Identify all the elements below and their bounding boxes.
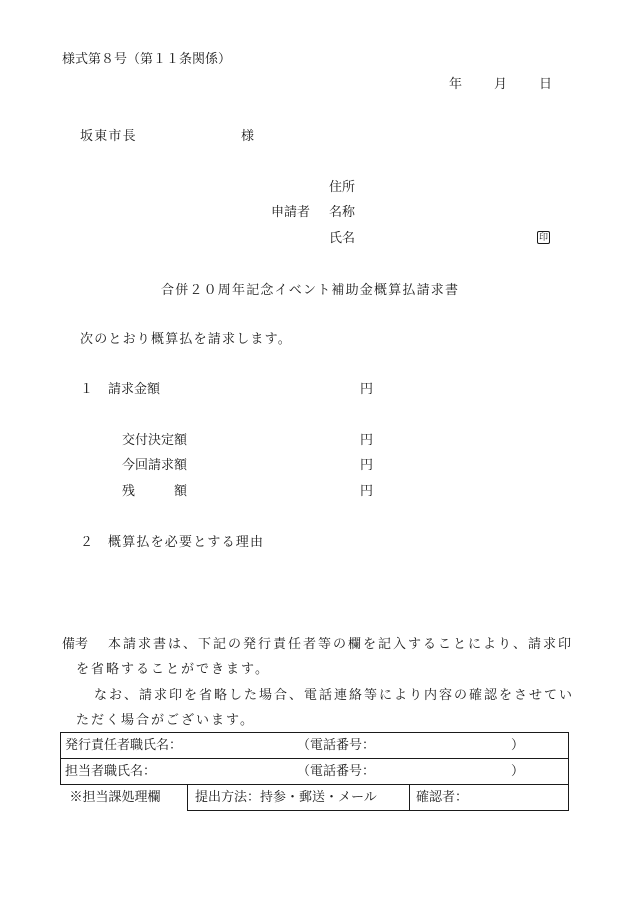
submission-method-cell xyxy=(188,785,410,811)
issuer-label: 発行責任者職氏名： xyxy=(65,737,183,753)
grant-decision-label: 交付決定額 xyxy=(122,433,188,448)
contact-cell xyxy=(61,759,569,785)
issuer-cell xyxy=(61,733,569,759)
remarks-line-3: なお、請求印を省略した場合、電話連絡等により内容の確認をさせてい xyxy=(94,688,575,703)
applicant-name-label: 名称 xyxy=(329,205,356,220)
applicant-address-label: 住所 xyxy=(329,180,356,195)
section2-label: 概算払を必要とする理由 xyxy=(108,535,265,550)
issuer-row xyxy=(61,733,569,759)
date-year-label: 年 xyxy=(449,77,463,92)
grant-decision-unit: 円 xyxy=(360,433,374,448)
section2-number: ２ xyxy=(80,535,94,550)
balance-label: 残 額 xyxy=(122,484,188,499)
contact-phone-close: ） xyxy=(511,763,525,779)
office-label-cell xyxy=(61,785,188,811)
applicant-label: 申請者 xyxy=(271,205,311,220)
contact-row xyxy=(61,759,569,785)
office-row xyxy=(61,785,569,811)
issuer-phone-open: （電話番号： xyxy=(297,737,376,753)
addressee-name: 坂東市長 xyxy=(80,129,137,144)
contact-phone-open: （電話番号： xyxy=(297,763,376,779)
staff-contact-table xyxy=(60,732,569,811)
submission-method-label: 提出方法：持参・郵送・メール xyxy=(195,789,377,805)
applicant-person-label: 氏名 xyxy=(329,231,356,246)
intro-text: 次のとおり概算払を請求します。 xyxy=(80,332,292,347)
addressee-honorific: 様 xyxy=(241,129,255,144)
contact-label: 担当者職氏名： xyxy=(65,763,157,779)
remarks-heading: 備考 xyxy=(62,637,89,652)
checker-label: 確認者： xyxy=(416,789,469,805)
office-label: ※担当課処理欄 xyxy=(69,789,161,805)
remarks-line-2: を省略することができます。 xyxy=(76,662,270,677)
remarks-line-1: 本請求書は、下記の発行責任者等の欄を記入することにより、請求印 xyxy=(108,637,574,652)
issuer-phone-close: ） xyxy=(511,737,525,753)
document-title: 合併２０周年記念イベント補助金概算払請求書 xyxy=(161,283,460,298)
current-request-label: 今回請求額 xyxy=(122,458,188,473)
section1-label: 請求金額 xyxy=(108,382,161,397)
balance-unit: 円 xyxy=(360,484,374,499)
seal-mark: 印 xyxy=(538,233,548,243)
section1-unit: 円 xyxy=(360,382,374,397)
date-month-label: 月 xyxy=(494,77,508,92)
checker-cell xyxy=(410,785,569,811)
form-number: 様式第８号（第１１条関係） xyxy=(62,52,232,67)
remarks-line-4: ただく場合がございます。 xyxy=(76,713,255,728)
section1-number: １ xyxy=(80,382,94,397)
date-day-label: 日 xyxy=(539,77,553,92)
current-request-unit: 円 xyxy=(360,458,374,473)
